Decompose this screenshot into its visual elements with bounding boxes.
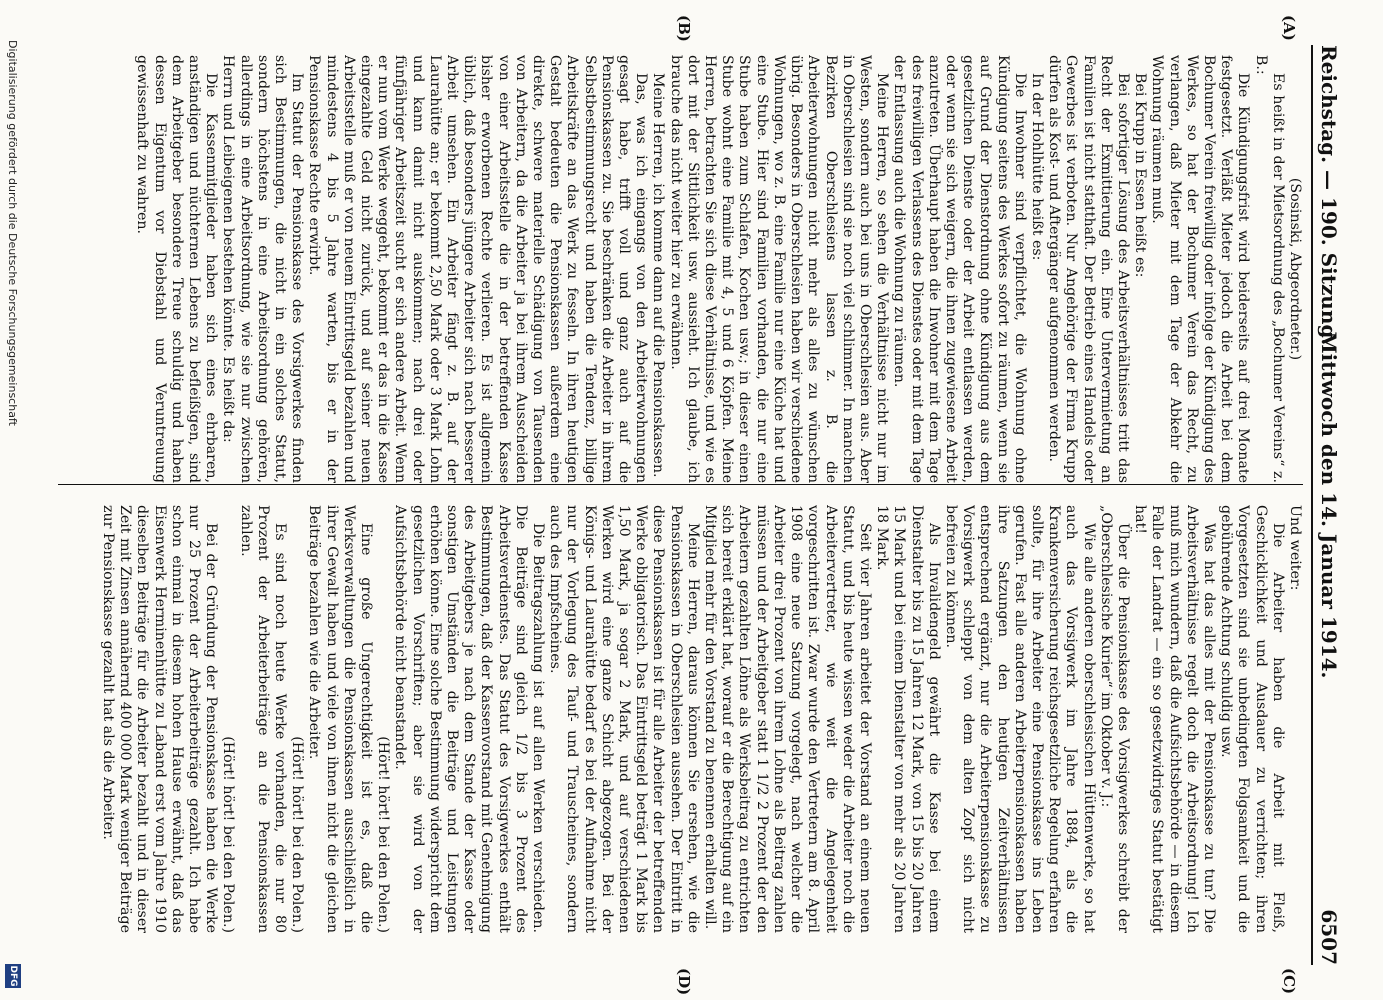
page-header (1311, 45, 1343, 965)
quote-paragraph: Seit vier Jahren arbeitet der Vorstand an einem neuen Statut, und bis heute wissen weder die Arbeiter noch die Arbeitervertreter, wie weit die Angelegenheit vorgeschritten ist. Zwar wurde den Vertretern am 8. April 1908 eine neue Satzung vorgelegt, nach welcher die Arbeiter drei Prozent von ihrem Lohne als Beitrag zahlen müssen und der Arbeitgeber statt 1 1/2 2 Prozent der den Arbeitern gezahlten Löhne als Werksbeitrag zu entrichten sich bereit erklärt hat, worauf er die Berechtigung auf ein Mitglied mehr für den Vorstand zu benennen erhalten will. (702, 505, 873, 933)
paragraph: Meine Herren, so sehen die Verhältnisse nicht nur im Westen, sondern auch bei uns in Oberschlesien aus. Aber in Oberschlesien sind sie noch viel schlimmer. In manchen Bezirken Oberschlesiens lassen z. B. die Arbeiterwohnungen nicht mehr als alles zu wünschen übrig. Besonders in Oberschlesien haben wir verschiedene Wohnungen, wo z. B. eine Familie nur eine Küche hat und eine Stube. Hier sind Familien vorhanden, die nur eine Stube haben zum Schlafen, Kochen usw.; in dieser einen Stube wohnt eine Familie mit 4, 5 und 6 Köpfen. Meine Herren, betrachten Sie sich diese Verhältnisse, und wie es dort mit der Sittlichkeit usw. aussieht. Ich glaube, ich brauche das nicht weiter hier zu erwähnen. (667, 55, 891, 483)
quote-paragraph: Die Kündigungsfrist wird beiderseits auf drei Monate festgesetzt. Verläßt Mieter jedoch die Arbeit bei dem Bochumer Verein freiwillig oder infolge der Kündigung des Werkes, so hat der Bochumer Verein das Recht, zu verlangen, daß Mieter mit dem Tage der Abkehr die Wohnung räumen muß. (1149, 55, 1252, 483)
quote-paragraph: Bei sofortiger Lösung des Arbeitsverhältnisses tritt das Recht der Exmittierung ein. Eine Untervermietung an Familien ist nicht statthaft. Der Betrieb eines Handels oder Gewerbes ist verboten. Nur Angehörige der Firma Krupp dürfen als Kost- und Aftergänger aufgenommen werden. (1046, 55, 1131, 483)
paragraph: Und weiter: (1287, 505, 1303, 591)
interjection: (Hört! hört! bei den Polen.) (220, 736, 237, 933)
quote-paragraph: Die Inwohner sind verpflichtet, die Wohnung ohne Kündigung seitens des Werkes sofort zu räumen, wenn sie auf Grund der Dienstordnung ohne Kündigung aus dem gesetzlichen Dienste oder der Arbeit entlassen werden, oder wenn sie sich weigern, die ihnen zugewiesene Arbeit anzutreten. Überhaupt haben die Inwohner mit dem Tage des freiwilligen Verlassens des Dienstes oder mit dem Tage der Entlassung auch die Wohnung zu räumen. (891, 55, 1028, 483)
dfg-logo: DFG (5, 964, 21, 988)
speaker-line: (Sosinski, Abgeordneter.) (1287, 177, 1303, 361)
header-date: Mittwoch den 14. Januar 1914. (1317, 331, 1341, 679)
left-column (53, 55, 1303, 483)
paragraph: Meine Herren, ich komme dann auf die Pensionskassen. (650, 73, 667, 478)
page-number: 6507 (1317, 909, 1341, 965)
quote-paragraph: Die Kassenmitglieder haben sich eines ehrbaren, anständigen und nüchternen Lebens zu befleißigen, sind dem Arbeitgeber besondere Treue schuldig und haben dessen Eigentum vor Diebstahl und Veruntreuung gewissenhaft zu wahren. (134, 55, 220, 483)
margin-mark-d: (D) (675, 968, 693, 996)
paragraph: Was hat das alles mit der Pensionskasse zu tun? Die Arbeitsverhältnisse regelt doch die Arbeitsordnung! Ich muß mich wundern, daß die Aufsichtsbehörde — in diesem Falle der Landrat — ein so gesetzwidriges Statut bestätigt hat! (1132, 505, 1217, 933)
margin-mark-a: (A) (1280, 15, 1298, 41)
quote-paragraph: Wie alle anderen oberschlesischen Hüttenwerke, so hat auch das Vorsigwerk im Jahre 1884, als die Krankenversicherung reichsgesetzliche Regelung erfahren sollte, für ihre Arbeiter eine Pensionskasse ins Leben gerufen. Fast alle anderen Arbeiterpensionskassen haben ihre Satzungen den heutigen Zeitverhältnissen entsprechend ergänzt, nur die Arbeiterpensionskasse zu Vorsigwerk schleppt von dem alten Zopf sich nicht befreien zu können. (942, 505, 1097, 933)
column-divider (58, 484, 1303, 485)
paragraph: Eine große Ungerechtigkeit ist es, daß die Werksverwaltungen die Pensionskassen ausschließlich in ihrer Gewalt haben und viele von ihnen nicht die gleichen Beiträge bezahlen wie die Arbeiter. (306, 505, 375, 933)
digitization-footer (0, 0, 23, 1000)
funding-note: Digitalisierung gefördert durch die Deutsche Forschungsgemeinschaft (6, 40, 19, 426)
paragraph: Meine Herren, daraus können Sie ersehen, wie die Pensionskassen in Oberschlesien aussehen. Der Eintritt in diese Pensionskassen ist für alle Arbeiter der betreffenden Werke obligatorisch. Das Eintrittsgeld beträgt 1 Mark bis 1,50 Mark, ja sogar 2 Mark, und auf verschiedenen Werken wird eine ganze Schicht abgezogen. Bei der Königs- und Laurahütte bedarf es bei der Aufnahme nicht nur der Vorlegung des Tauf- und Trauscheines, sondern auch des Impfscheines. (547, 505, 701, 933)
paragraph: Bei Krupp in Essen heißt es: (1132, 73, 1149, 278)
paragraph: Es heißt in der Mietsordnung des „Bochumer Vereins“ z. B.: (1252, 55, 1286, 483)
margin-mark-c: (C) (1280, 968, 1298, 995)
paragraph: Es sind noch heute Werke vorhanden, die nur 80 Prozent der Arbeiterbeiträge an die Pensionskassen zahlen. (237, 505, 289, 933)
paragraph: Bei der Gründung der Pensionskasse haben die Werke nur 25 Prozent der Arbeiterbeiträge gezahlt. Ich habe schon einmal in diesem hohen Hause erwähnt, daß das Eisenwerk Herminenhütte zu Laband erst vom Jahre 1910 dieselben Beiträge für die Arbeiter bezahlt und in dieser Zeit mit Zinsen annähernd 400 000 Mark weniger Beiträge zur Pensionskasse gezahlt hat als die Arbeiter. (99, 505, 220, 933)
paragraph: Die Beitragszahlung ist auf allen Werken verschieden. Die Beiträge sind gleich 1/2 bis 3 Prozent des Arbeitsverdienstes. Das Statut des Vorsigwerkes enthält Bestimmungen, daß der Kassenvorstand mit Genehmigung des Arbeitgebers je nach dem Stande der Kasse oder sonstigen Umständen die Beiträge und Leistungen erhöhen könne. Eine solche Bestimmung widerspricht dem gesetzlichen Vorschriften; aber sie wird von der Aufsichtsbehörde nicht beanstandet. (392, 505, 547, 933)
paragraph: Über die Pensionskasse des Vorsigwerkes schreibt der „Oberschlesische Kurier“ im Oktober v. J.: (1097, 505, 1131, 933)
header-session: Reichstag. — 190. Sitzung. (1317, 45, 1341, 346)
margin-mark-b: (B) (675, 15, 693, 42)
quote-paragraph: Die Arbeiter haben die Arbeit mit Fleiß, Geschicklichkeit und Ausdauer zu verrichten; ihren Vorgesetzten sind sie unbedingten Folgsamkeit und die gebührende Achtung schuldig usw. (1218, 505, 1286, 933)
paragraph: In der Hohlhütte heißt es: (1028, 73, 1045, 261)
paragraph: Im Statut der Pensionskasse des Vorsigwerkes finden sich Bestimmungen, die nicht in ein solches Statut, sondern höchstens in eine Arbeitsordnung gehören, allerdings in eine Arbeitsordnung, wie sie nur zwischen Herrn und Leibeigenen bestehen könnte. Es heißt da: (220, 55, 306, 483)
right-column (53, 505, 1303, 933)
interjection: (Hört! hört! bei den Polen.) (289, 736, 306, 933)
quote-paragraph: Als Invalidengeld gewährt die Kasse bei einem Dienstalter bis zu 15 Jahren 12 Mark, von 15 bis 20 Jahren 15 Mark und bei einem Dienstalter von mehr als 20 Jahren 18 Mark. (874, 505, 942, 933)
paragraph: Das, was ich eingangs von den Arbeiterwohnungen gesagt habe, trifft voll und ganz auch auf die Pensionskassen zu. Sie beschränken die Arbeiter in ihrem Selbstbestimmungsrecht und haben die Tendenz, billige Arbeitskräfte an das Werk zu fesseln. In ihren heutigen Gestalt bedeuten die Pensionskassen außerdem eine direkte, schwere materielle Schädigung von Tausenden von Arbeitern, da die Arbeiter ja bei ihrem Ausscheiden von einer Arbeitsstelle die in der betreffenden Kasse bisher erworbenen Rechte verlieren. Es ist allgemein üblich, daß besonders jüngere Arbeiter sich nach besserer Arbeit umsehen. Ein Arbeiter fängt z. B. auf der Laurahütte an; er bekommt 2,50 Mark oder 3 Mark Lohn und kann damit nicht auskommen; nach drei oder fünfjähriger Arbeitszeit sucht er sich andere Arbeit. Wenn er nun vom Werke weggeht, bekommt er das in die Kasse eingezahlte Geld nicht zurück, und auf seiner neuen Arbeitsstelle muß er von neuem Eintrittsgeld bezahlen und mindestens 4 bis 5 Jahre warten, bis er in der Pensionskasse Rechte erwirbt. (306, 55, 650, 483)
interjection: (Hört! hört! bei den Polen.) (375, 736, 392, 933)
